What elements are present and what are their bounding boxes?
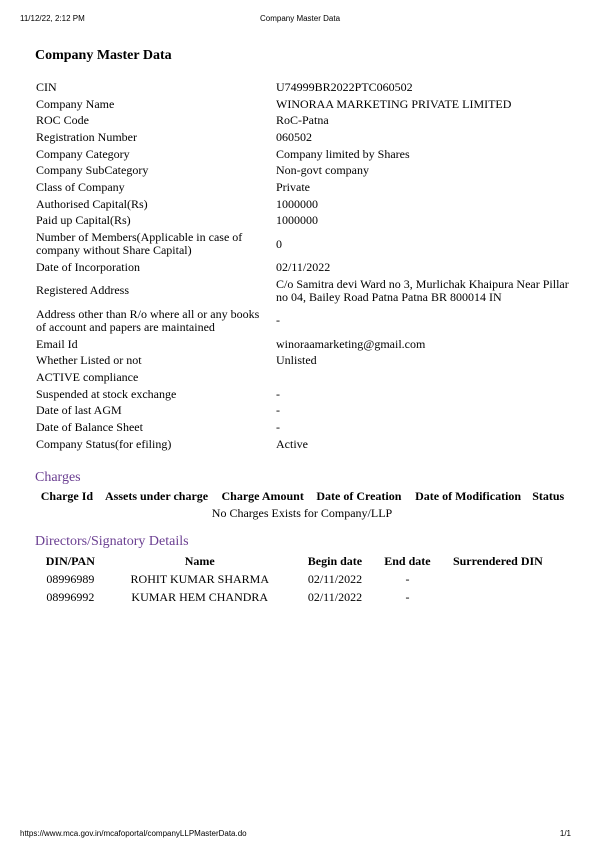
table-row [34, 386, 574, 403]
print-header [0, 14, 600, 26]
charges-heading: Charges [35, 470, 81, 485]
field-value: - [276, 386, 280, 401]
table-header-row [36, 488, 568, 504]
print-footer [0, 829, 600, 841]
field-value: Private [276, 179, 310, 194]
print-url: https://www.mca.gov.in/mcafoportal/companyLLPMasterData.do [20, 829, 247, 838]
column-header: End date [384, 553, 431, 568]
field-label: Email Id [36, 336, 78, 351]
table-row [34, 403, 574, 420]
column-header: Status [532, 488, 565, 503]
field-value: U74999BR2022PTC060502 [276, 79, 413, 94]
field-value: WINORAA MARKETING PRIVATE LIMITED [276, 96, 512, 111]
print-datetime: 11/12/22, 2:12 PM [20, 14, 85, 23]
end-date-cell: - [405, 571, 410, 586]
field-value: Active [276, 436, 308, 451]
field-label: Company Status(for efiling) [36, 436, 172, 451]
table-row [34, 259, 574, 276]
column-header: Charge Amount [221, 488, 304, 503]
begin-date-cell: 02/11/2022 [307, 590, 363, 605]
table-row [34, 353, 574, 370]
field-value: Non-govt company [276, 163, 369, 178]
column-header: Begin date [307, 553, 363, 568]
field-value: 060502 [276, 129, 312, 144]
field-label: Address other than R/o where all or any books of account and papers are maintained [36, 306, 260, 334]
table-row [34, 419, 574, 436]
field-value: Company limited by Shares [276, 146, 410, 161]
table-row [34, 436, 574, 453]
field-label: Paid up Capital(Rs) [36, 213, 131, 228]
field-label: Authorised Capital(Rs) [36, 196, 148, 211]
table-row [34, 79, 574, 96]
column-header: Date of Modification [415, 488, 522, 503]
field-label: Date of Incorporation [36, 260, 140, 275]
table-row [34, 276, 574, 306]
company-master-table [34, 79, 574, 453]
field-value [274, 369, 574, 386]
field-label: Number of Members(Applicable in case of company without Share Capital) [36, 230, 243, 258]
field-label: Date of last AGM [36, 403, 122, 418]
print-doc-title: Company Master Data [259, 14, 341, 23]
charges-table [36, 488, 568, 523]
field-label: Registered Address [36, 283, 129, 298]
field-label: Class of Company [36, 179, 125, 194]
table-row [34, 213, 574, 230]
table-row [34, 146, 574, 163]
page-title: Company Master Data [35, 48, 172, 63]
field-value: 1000000 [276, 213, 318, 228]
name-cell: ROHIT KUMAR SHARMA [130, 571, 269, 586]
field-value: RoC-Patna [276, 113, 329, 128]
table-row [34, 196, 574, 213]
end-date-cell: - [405, 590, 410, 605]
directors-heading: Directors/Signatory Details [35, 534, 189, 549]
field-label: Suspended at stock exchange [36, 386, 177, 401]
column-header: Assets under charge [105, 488, 209, 503]
field-label: ACTIVE compliance [36, 370, 139, 385]
column-header: Surrendered DIN [452, 553, 543, 568]
field-label: Date of Balance Sheet [36, 420, 143, 435]
table-row [34, 336, 574, 353]
field-label: Registration Number [36, 129, 137, 144]
field-label: Company Name [36, 96, 115, 111]
column-header: Date of Creation [316, 488, 402, 503]
field-value: - [276, 403, 280, 418]
field-value: Unlisted [276, 353, 317, 368]
field-label: Company Category [36, 146, 130, 161]
surrendered-din-cell [440, 589, 556, 608]
table-row [34, 369, 574, 386]
table-row [34, 96, 574, 113]
field-label: CIN [36, 79, 57, 94]
table-row [34, 112, 574, 129]
field-value: 1000000 [276, 196, 318, 211]
table-row [34, 229, 574, 259]
field-label: Company SubCategory [36, 163, 149, 178]
field-label: Whether Listed or not [36, 353, 142, 368]
field-value: winoraamarketing@gmail.com [276, 336, 426, 351]
begin-date-cell: 02/11/2022 [307, 571, 363, 586]
print-page-number: 1/1 [559, 829, 571, 838]
field-value: 02/11/2022 [276, 260, 331, 275]
table-row [36, 504, 568, 523]
field-value: C/o Samitra devi Ward no 3, Murlichak Khaipura Near Pillar no 04, Bailey Road Patna Patna BR 800014 IN [276, 276, 569, 304]
column-header: DIN/PAN [45, 553, 95, 568]
din-cell: 08996992 [46, 590, 95, 605]
table-row [34, 162, 574, 179]
table-header-row [36, 552, 556, 570]
name-cell: KUMAR HEM CHANDRA [131, 590, 269, 605]
no-charges-message: No Charges Exists for Company/LLP [211, 506, 393, 520]
table-row [34, 306, 574, 336]
table-row [36, 570, 556, 589]
field-label: ROC Code [36, 113, 90, 128]
table-row [34, 129, 574, 146]
field-value: 0 [276, 236, 282, 251]
field-value: - [276, 420, 280, 435]
column-header: Charge Id [40, 488, 94, 503]
directors-table [36, 552, 556, 607]
surrendered-din-cell [440, 570, 556, 589]
column-header: Name [184, 553, 215, 568]
table-row [34, 179, 574, 196]
din-cell: 08996989 [46, 571, 95, 586]
field-value: - [276, 313, 280, 328]
table-row [36, 589, 556, 608]
